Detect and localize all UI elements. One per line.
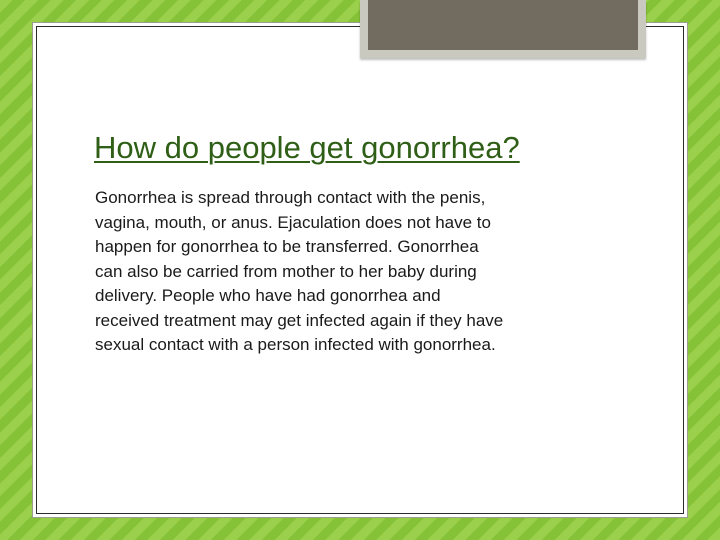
header-tab: [368, 0, 638, 50]
body-line: delivery. People who have had gonorrhea and: [95, 286, 441, 305]
slide-body: [95, 186, 655, 358]
body-line: happen for gonorrhea to be transferred. Gonorrhea: [95, 237, 479, 256]
body-line: received treatment may get infected again if they have: [95, 310, 504, 330]
body-line: Gonorrhea is spread through contact with the penis,: [95, 188, 486, 207]
slide-title: How do people get gonorrhea?: [94, 130, 520, 165]
body-line: can also be carried from mother to her baby during: [95, 261, 477, 281]
body-line: sexual contact with a person infected with gonorrhea.: [95, 335, 496, 354]
body-line: vagina, mouth, or anus. Ejaculation does not have to: [95, 212, 491, 232]
